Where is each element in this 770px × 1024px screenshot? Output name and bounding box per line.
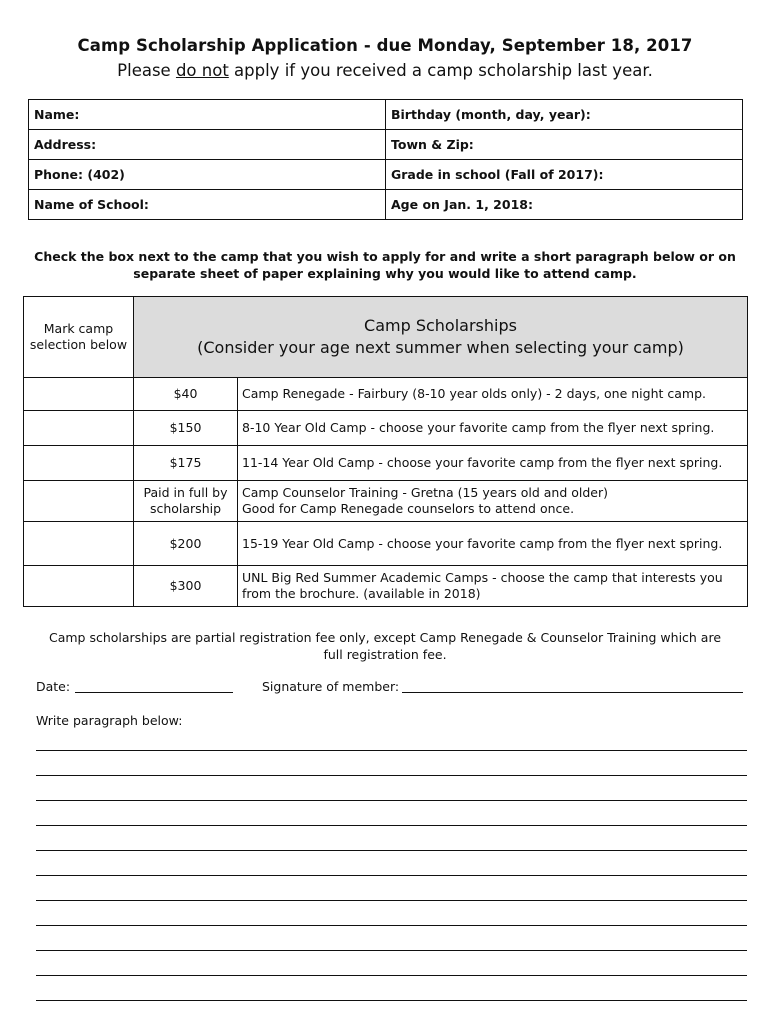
- camp-price: $300: [134, 566, 238, 607]
- camp-price: $175: [134, 446, 238, 481]
- camp-description-line: 15-19 Year Old Camp - choose your favorite camp from the flyer next spring.: [242, 535, 723, 551]
- writing-line[interactable]: [36, 850, 747, 851]
- camp-description-line-2: Good for Camp Renegade counselors to attend once.: [242, 501, 575, 516]
- camp-scholarship-table: [23, 296, 748, 607]
- camp-description-line: 11-14 Year Old Camp - choose your favorite camp from the flyer next spring.: [242, 455, 723, 470]
- camp-select-box[interactable]: [24, 481, 134, 522]
- camp-scholarships-heading: Camp Scholarships: [364, 316, 517, 335]
- paragraph-label: Write paragraph below:: [36, 713, 183, 728]
- writing-line[interactable]: [36, 750, 747, 751]
- camp-description: [238, 566, 748, 607]
- signature-label: Signature of member:: [262, 679, 400, 694]
- applicant-info-table: [28, 99, 743, 220]
- fee-note: Camp scholarships are partial registration fee only, except Camp Renegade & Counselor Training which are full registration fee.: [48, 630, 722, 662]
- date-label: Date:: [36, 679, 71, 694]
- writing-line[interactable]: [36, 800, 747, 801]
- age-field[interactable]: Age on Jan. 1, 2018:: [386, 190, 743, 220]
- writing-line[interactable]: [36, 950, 747, 951]
- form-subtitle: [0, 61, 770, 80]
- writing-line[interactable]: [36, 900, 747, 901]
- instructions: Check the box next to the camp that you wish to apply for and write a short paragraph below or on separate sheet of paper explaining why you would like to attend camp.: [34, 249, 736, 281]
- subtitle-before: Please: [117, 61, 176, 80]
- camp-description: [238, 446, 748, 481]
- writing-line[interactable]: [36, 975, 747, 976]
- camp-price: $40: [134, 378, 238, 411]
- subtitle-emphasis: do not: [175, 61, 229, 80]
- address-field[interactable]: Address:: [29, 130, 386, 160]
- phone-field[interactable]: Phone: (402): [29, 160, 386, 190]
- form-title: Camp Scholarship Application - due Monday, September 18, 2017: [77, 36, 693, 55]
- camp-select-box[interactable]: [24, 566, 134, 607]
- date-input-line[interactable]: [75, 692, 233, 693]
- camp-description: [238, 481, 748, 522]
- camp-scholarships-header: [134, 297, 748, 378]
- camp-description: [238, 522, 748, 566]
- camp-price: $200: [134, 522, 238, 566]
- school-field[interactable]: Name of School:: [29, 190, 386, 220]
- camp-select-box[interactable]: [24, 446, 134, 481]
- camp-price: $150: [134, 411, 238, 446]
- writing-line[interactable]: [36, 775, 747, 776]
- camp-description-line: Camp Renegade - Fairbury (8-10 year olds only) - 2 days, one night camp.: [242, 386, 707, 401]
- grade-field[interactable]: Grade in school (Fall of 2017):: [386, 160, 743, 190]
- camp-description: [238, 378, 748, 411]
- birthday-field[interactable]: Birthday (month, day, year):: [386, 100, 743, 130]
- writing-line[interactable]: [36, 1000, 747, 1001]
- subtitle-after: apply if you received a camp scholarship last year.: [228, 61, 653, 80]
- camp-scholarships-subheading: (Consider your age next summer when selecting your camp): [197, 338, 684, 357]
- camp-select-box[interactable]: [24, 522, 134, 566]
- mark-selection-header: Mark camp selection below: [24, 297, 134, 378]
- camp-description-line: UNL Big Red Summer Academic Camps - choose the camp that interests you: [242, 570, 723, 585]
- signature-input-line[interactable]: [402, 692, 743, 693]
- writing-line[interactable]: [36, 925, 747, 926]
- writing-line[interactable]: [36, 825, 747, 826]
- camp-description: [238, 411, 748, 446]
- camp-description-line-2: from the brochure. (available in 2018): [242, 586, 481, 601]
- camp-description-line: 8-10 Year Old Camp - choose your favorite camp from the flyer next spring.: [242, 420, 715, 435]
- camp-description-line: Camp Counselor Training - Gretna (15 years old and older): [242, 485, 609, 500]
- camp-select-box[interactable]: [24, 411, 134, 446]
- camp-select-box[interactable]: [24, 378, 134, 411]
- camp-price: Paid in full by scholarship: [134, 481, 238, 522]
- name-field[interactable]: Name:: [29, 100, 386, 130]
- writing-line[interactable]: [36, 875, 747, 876]
- town-zip-field[interactable]: Town & Zip:: [386, 130, 743, 160]
